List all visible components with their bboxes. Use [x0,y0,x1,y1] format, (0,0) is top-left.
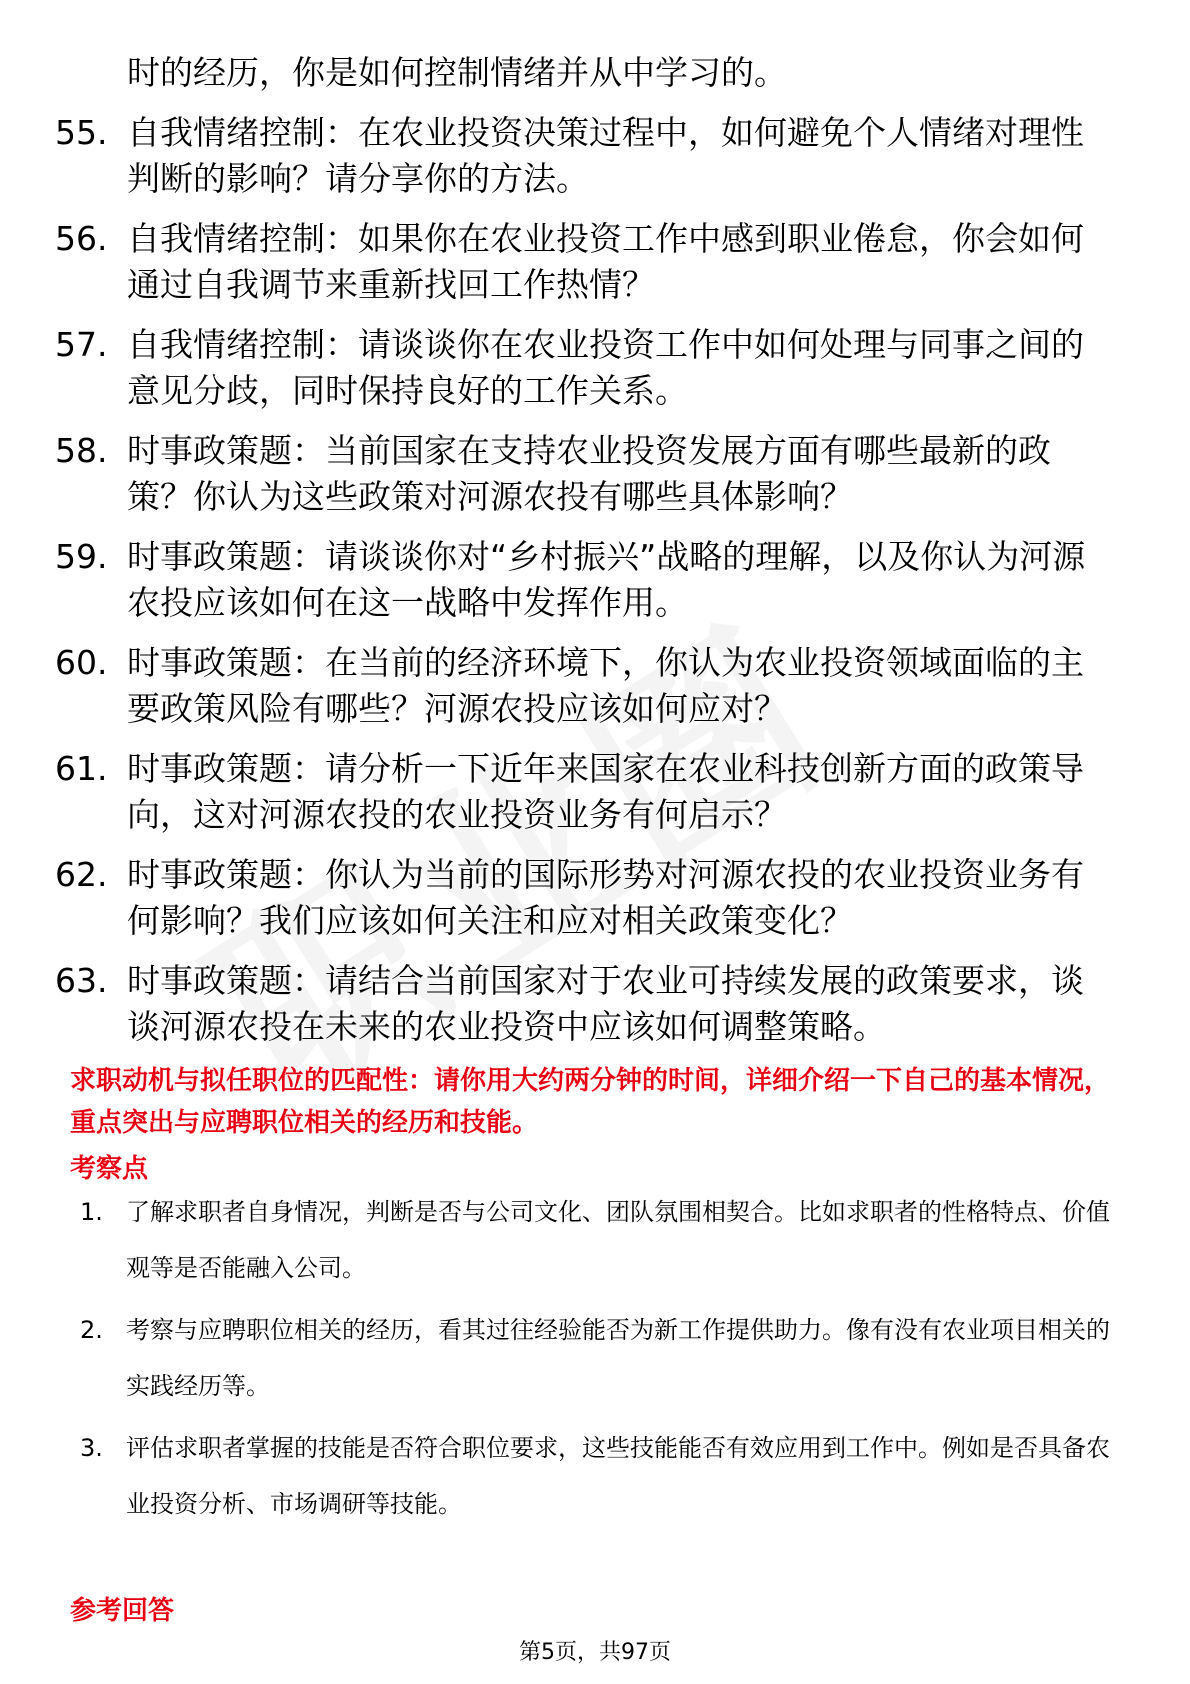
question-text: 时事政策题：在当前的经济环境下，你认为农业投资领域面临的主要政策风险有哪些？河源农投应该如何应对？ [127,643,1084,728]
question-text: 自我情绪控制：如果你在农业投资工作中感到职业倦怠，你会如何通过自我调节来重新找回工作热情？ [127,219,1084,304]
question-item [55,958,1115,1050]
question-text: 自我情绪控制：请谈谈你在农业投资工作中如何处理与同事之间的意见分歧，同时保持良好的工作关系。 [127,325,1084,410]
question-number: 62. [55,855,108,894]
question-text: 时事政策题：请结合当前国家对于农业可持续发展的政策要求，谈谈河源农投在未来的农业投资中应该如何调整策略。 [127,961,1084,1046]
question-item [55,852,1115,944]
question-text: 时事政策题：请谈谈你对“乡村振兴”战略的理解，以及你认为河源农投应该如何在这一战略中发挥作用。 [127,537,1086,622]
question-text: 时事政策题：当前国家在支持农业投资发展方面有哪些最新的政策？你认为这些政策对河源农投有哪些具体影响？ [127,431,1051,516]
question-item [55,216,1115,308]
question-item [55,534,1115,626]
question-number: 55. [55,113,108,152]
point-number: 3. [80,1434,103,1462]
section-title: 求职动机与拟任职位的匹配性：请你用大约两分钟的时间，详细介绍一下自己的基本情况，重点突出与应聘职位相关的经历和技能。 [70,1066,1111,1138]
page-footer: 第5页，共97页 [519,1640,671,1665]
point-text: 了解求职者自身情况，判断是否与公司文化、团队氛围相契合。比如求职者的性格特点、价值观等是否能融入公司。 [126,1198,1110,1282]
point-item [80,1302,1130,1414]
question-number: 60. [55,643,108,682]
points-label: 考察点 [70,1154,149,1184]
question-number: 61. [55,749,108,788]
question-list [55,110,1115,1064]
question-item [55,322,1115,414]
answer-label: 参考回答 [70,1596,175,1626]
points-list [80,1184,1130,1538]
question-item [55,428,1115,520]
question-item [55,640,1115,732]
point-number: 1. [80,1198,103,1226]
question-number: 56. [55,219,108,258]
question-number: 63. [55,961,108,1000]
question-text: 时事政策题：请分析一下近年来国家在农业科技创新方面的政策导向，这对河源农投的农业投资业务有何启示？ [127,749,1084,834]
point-item [80,1184,1130,1296]
question-text: 自我情绪控制：在农业投资决策过程中，如何避免个人情绪对理性判断的影响？请分享你的方法。 [127,113,1084,198]
question-item [55,746,1115,838]
question-number: 58. [55,431,108,470]
question-item [55,110,1115,202]
question-number: 59. [55,537,108,576]
point-text: 评估求职者掌握的技能是否符合职位要求，这些技能能否有效应用到工作中。例如是否具备农业投资分析、市场调研等技能。 [126,1434,1110,1518]
question-continuation: 时的经历，你是如何控制情绪并从中学习的。 [127,53,787,92]
point-item [80,1420,1130,1532]
question-text: 时事政策题：你认为当前的国际形势对河源农投的农业投资业务有何影响？我们应该如何关注和应对相关政策变化？ [127,855,1084,940]
question-number: 57. [55,325,108,364]
point-text: 考察与应聘职位相关的经历，看其过往经验能否为新工作提供助力。像有没有农业项目相关的实践经历等。 [126,1316,1110,1400]
point-number: 2. [80,1316,103,1344]
